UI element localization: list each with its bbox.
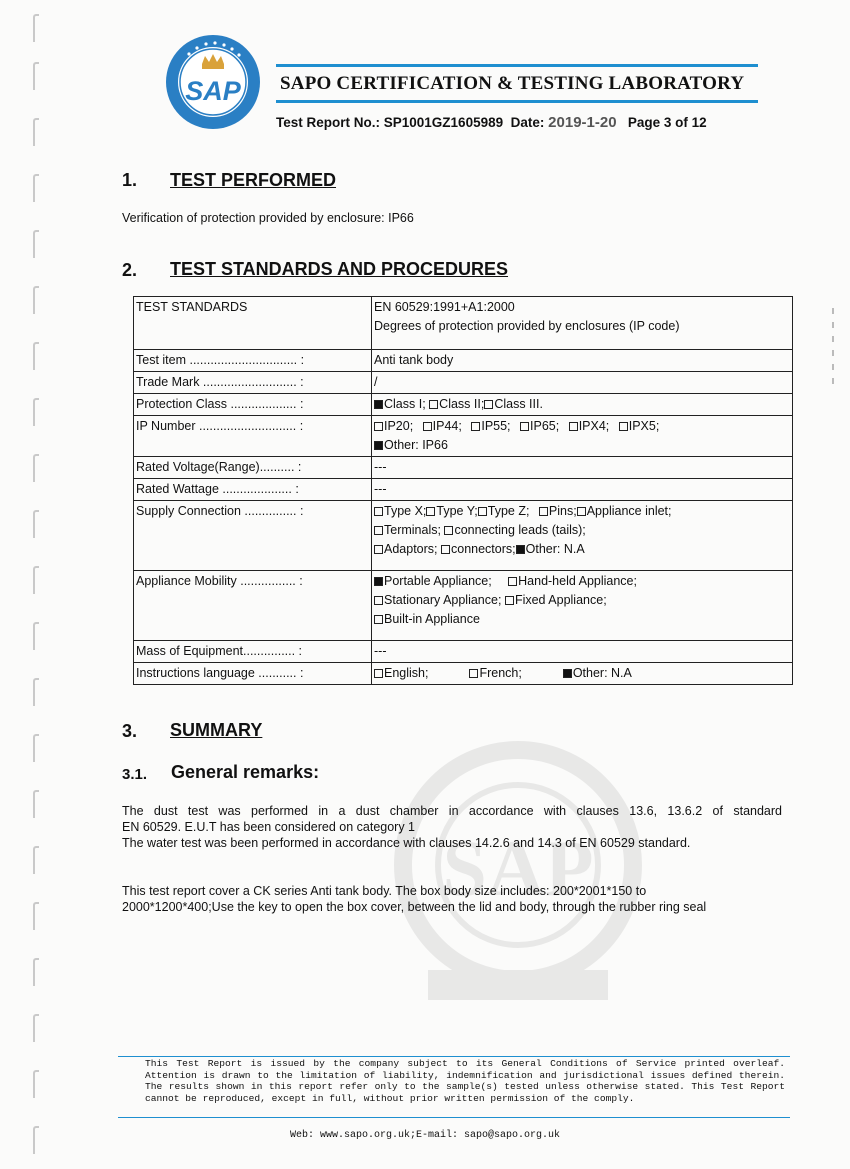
supply-connection-value	[372, 501, 793, 571]
checkbox-empty-icon	[508, 577, 517, 586]
trade-mark-value: /	[372, 372, 793, 394]
checkbox-empty-icon	[539, 507, 548, 516]
mass-value: ---	[372, 641, 793, 663]
binder-hole	[33, 510, 39, 538]
standards-label: TEST STANDARDS	[134, 297, 372, 350]
section1-number: 1.	[122, 170, 138, 190]
standard-desc: Degrees of protection provided by enclosures (IP code)	[374, 319, 680, 333]
binder-hole	[33, 1014, 39, 1042]
trade-mark-label: Trade Mark ........................... :	[134, 372, 372, 394]
table-row	[134, 571, 793, 641]
option-label: Type X;	[384, 504, 427, 518]
table-row	[134, 641, 793, 663]
checkbox-empty-icon	[577, 507, 586, 516]
report-date: 2019-1-20	[548, 114, 617, 131]
rated-voltage-value: ---	[372, 457, 793, 479]
test-item-label: Test item ............................... :	[134, 350, 372, 372]
option-label: Terminals;	[384, 523, 441, 537]
option-label: Stationary Appliance;	[384, 593, 502, 607]
checkbox-empty-icon	[444, 526, 453, 535]
checkbox-checked-icon	[374, 400, 383, 409]
checkbox-empty-icon	[484, 400, 493, 409]
option-label: English;	[384, 666, 429, 680]
option-label: Hand-held Appliance;	[518, 574, 637, 588]
section3-title: SUMMARY	[170, 720, 263, 740]
checkbox-empty-icon	[469, 669, 478, 678]
checkbox-checked-icon	[374, 441, 383, 450]
watermark-seal-icon	[388, 735, 648, 1015]
option-label: Portable Appliance;	[384, 574, 492, 588]
table-row	[134, 457, 793, 479]
remark-line: The dust test was performed in a dust chamber in accordance with clauses 13.6, 13.6.2 of standard	[122, 804, 782, 818]
table-row	[134, 479, 793, 501]
page-number: Page 3 of 12	[627, 115, 707, 130]
subsection-title: General remarks:	[171, 762, 320, 782]
section2-title: TEST STANDARDS AND PROCEDURES	[170, 259, 509, 279]
ip-number-value	[372, 416, 793, 457]
binder-hole	[33, 566, 39, 594]
binder-hole	[33, 398, 39, 426]
report-info	[276, 114, 707, 131]
option-label: IP65;	[530, 419, 560, 433]
option-label: Class II;	[439, 397, 485, 411]
checkbox-empty-icon	[505, 596, 514, 605]
checkbox-empty-icon	[471, 422, 480, 431]
binder-hole	[33, 790, 39, 818]
appliance-mobility-label: Appliance Mobility ................ :	[134, 571, 372, 641]
protection-class-label: Protection Class ................... :	[134, 394, 372, 416]
option-label: Class III.	[494, 397, 543, 411]
checkbox-empty-icon	[374, 545, 383, 554]
section1-title: TEST PERFORMED	[170, 170, 337, 190]
rated-voltage-label: Rated Voltage(Range).......... :	[134, 457, 372, 479]
option-label: Type Y;	[436, 504, 478, 518]
remark-line: The water test was been performed in accordance with clauses 14.2.6 and 14.3 of EN 60529 standard.	[122, 836, 691, 850]
binder-hole	[33, 1070, 39, 1098]
remark-line: This test report cover a CK series Anti tank body. The box body size includes: 200*2001*150 to	[122, 884, 647, 898]
binder-hole	[33, 678, 39, 706]
header-rule-bottom	[276, 100, 758, 103]
checkbox-empty-icon	[374, 422, 383, 431]
checkbox-empty-icon	[374, 669, 383, 678]
option-label: Other: N.A	[525, 542, 585, 556]
checkbox-checked-icon	[516, 545, 525, 554]
binder-hole	[33, 734, 39, 762]
checkbox-checked-icon	[563, 669, 572, 678]
option-label: IPX5;	[628, 419, 660, 433]
binder-hole	[33, 622, 39, 650]
option-label: connecting leads (tails);	[454, 523, 586, 537]
binder-hole	[33, 14, 39, 42]
report-no: SP1001GZ1605989	[383, 115, 504, 130]
checkbox-empty-icon	[374, 596, 383, 605]
option-label: Type Z;	[487, 504, 530, 518]
remark-line: EN 60529. E.U.T has been considered on category 1	[122, 820, 416, 834]
instructions-language-label: Instructions language ........... :	[134, 663, 372, 685]
checkbox-empty-icon	[520, 422, 529, 431]
footer-contact: Web: www.sapo.org.uk;E-mail: sapo@sapo.org.uk	[289, 1130, 561, 1141]
appliance-mobility-value	[372, 571, 793, 641]
checkbox-empty-icon	[569, 422, 578, 431]
remark-line: 2000*1200*400;Use the key to open the box cover, between the lid and body, through the rubber ring seal	[122, 900, 707, 914]
header-rule-top	[276, 64, 758, 67]
binder-hole	[33, 846, 39, 874]
option-label: IP55;	[481, 419, 511, 433]
option-label: Fixed Appliance;	[514, 593, 607, 607]
rated-wattage-value: ---	[372, 479, 793, 501]
svg-text:SAP: SAP	[185, 76, 241, 106]
checkbox-empty-icon	[423, 422, 432, 431]
section2-number: 2.	[122, 260, 138, 280]
option-label: IP20;	[384, 419, 414, 433]
table-row	[134, 372, 793, 394]
ip-number-label: IP Number ............................ :	[134, 416, 372, 457]
section3-number: 3.	[122, 721, 138, 741]
mass-label: Mass of Equipment............... :	[134, 641, 372, 663]
option-label: Adaptors;	[384, 542, 438, 556]
binder-hole	[33, 230, 39, 258]
option-label: Appliance inlet;	[586, 504, 672, 518]
supply-connection-label: Supply Connection ............... :	[134, 501, 372, 571]
option-label: Class I;	[384, 397, 426, 411]
option-label: IPX4;	[578, 419, 610, 433]
option-label: Other: N.A	[572, 666, 632, 680]
instructions-language-value	[372, 663, 793, 685]
lab-name: SAPO CERTIFICATION & TESTING LABORATORY	[280, 73, 745, 94]
section1-text: Verification of protection provided by enclosure: IP66	[122, 211, 414, 225]
checkbox-empty-icon	[429, 400, 438, 409]
date-label: Date:	[510, 115, 545, 130]
option-label: Pins;	[548, 504, 577, 518]
checkbox-empty-icon	[478, 507, 487, 516]
option-label: connectors;	[451, 542, 516, 556]
footer-rule-top	[118, 1056, 790, 1057]
binder-hole	[33, 286, 39, 314]
sapo-logo	[165, 34, 261, 130]
svg-text:SAP: SAP	[442, 825, 594, 913]
checkbox-checked-icon	[374, 577, 383, 586]
checkbox-empty-icon	[374, 507, 383, 516]
table-row	[134, 350, 793, 372]
subsection-number: 3.1.	[122, 766, 148, 783]
checkbox-empty-icon	[441, 545, 450, 554]
checkbox-empty-icon	[426, 507, 435, 516]
binder-hole	[33, 62, 39, 90]
table-row	[134, 663, 793, 685]
checkbox-empty-icon	[374, 526, 383, 535]
table-row	[134, 297, 793, 350]
protection-class-value	[372, 394, 793, 416]
test-item-value: Anti tank body	[372, 350, 793, 372]
binder-hole	[33, 454, 39, 482]
report-no-label: Test Report No.:	[276, 115, 380, 130]
option-label: IP44;	[432, 419, 462, 433]
standards-value	[372, 297, 793, 350]
checkbox-empty-icon	[374, 615, 383, 624]
option-label: Built-in Appliance	[384, 612, 480, 626]
option-label: French;	[479, 666, 522, 680]
table-row	[134, 416, 793, 457]
option-label: Other: IP66	[384, 438, 448, 452]
edge-scan-marks	[822, 300, 842, 440]
binder-hole	[33, 902, 39, 930]
table-row	[134, 394, 793, 416]
footer-rule-bottom	[118, 1117, 790, 1118]
binder-hole	[33, 342, 39, 370]
standard-code: EN 60529:1991+A1:2000	[374, 300, 515, 314]
rated-wattage-label: Rated Wattage .................... :	[134, 479, 372, 501]
remark-dust	[122, 803, 782, 851]
remark-scope	[122, 883, 782, 915]
table-row	[134, 501, 793, 571]
binder-hole	[33, 958, 39, 986]
standards-table	[133, 296, 793, 685]
binder-hole	[33, 118, 39, 146]
footer-disclaimer: This Test Report is issued by the company subject to its General Conditions of Service printed overleaf. Attention is drawn to the limitation of liability, indemnification and jurisdictional issues defined therein. The results shown in this report refer only to the sample(s) tested unless otherwise stated. This Test Report cannot be reproduced, except in full, without prior written permission of the comply.	[145, 1058, 785, 1104]
checkbox-empty-icon	[619, 422, 628, 431]
binder-hole	[33, 174, 39, 202]
